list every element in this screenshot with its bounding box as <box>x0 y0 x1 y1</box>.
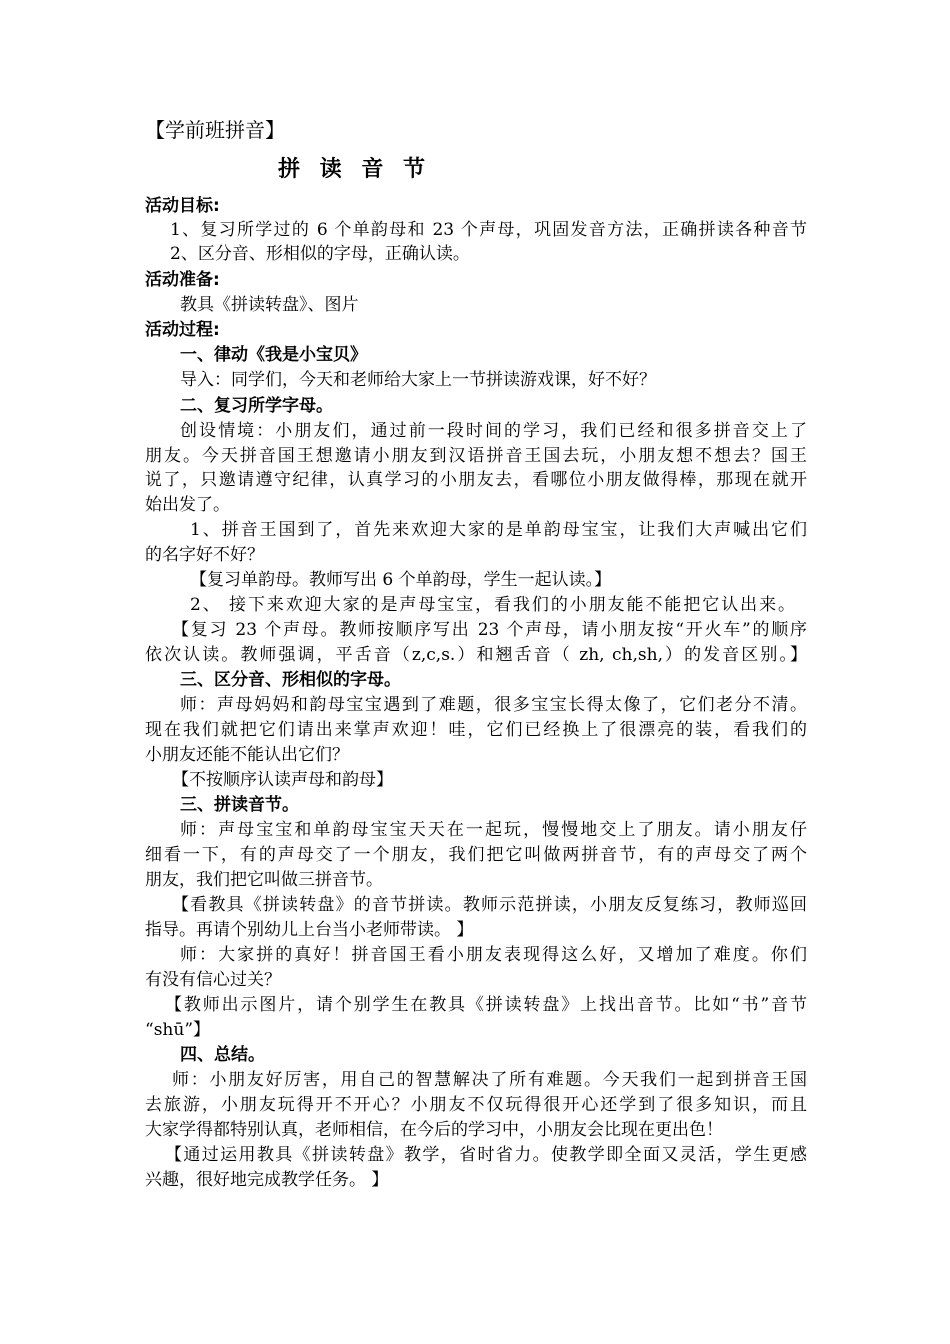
section-4-para-1-line: 细看一下，有的声母交了一个朋友，我们把它叫做两拼音节，有的声母交了两个 <box>145 845 807 865</box>
section-2-note-1: 【复习单韵母。教师写出 6 个单韵母，学生一起认读。】 <box>190 570 612 590</box>
section-4-note-1-line: 指导。再请个别幼儿上台当小老师带读。 】 <box>145 920 474 940</box>
section-4-note-1-line: 【看教具《拼读转盘》的音节拼读。教师示范拼读，小朋友反复练习，教师巡回 <box>172 895 807 915</box>
section-2-para-2-line: 的名字好不好？ <box>145 545 264 565</box>
doc-tag: 【学前班拼音】 <box>145 118 285 142</box>
section-4-para-1-line: 朋友，我们把它叫做三拼音节。 <box>145 870 383 890</box>
section-4-para-1-line: 师：声母宝宝和单韵母宝宝天天在一起玩，慢慢地交上了朋友。请小朋友仔 <box>180 820 807 840</box>
section-3-para-line: 小朋友还能不能认出它们？ <box>145 745 349 765</box>
section-1-intro: 导入：同学们，今天和老师给大家上一节拼读游戏课，好不好？ <box>180 370 656 390</box>
section-4-note-2-line: 【教师出示图片，请个别学生在教具《拼读转盘》上找出音节。比如“书”音节 <box>165 995 807 1015</box>
section-4-title: 三、拼读音节。 <box>180 795 299 815</box>
goal-heading: 活动目标: <box>145 196 220 216</box>
section-2-para-1-line: 朋友。今天拼音国王想邀请小朋友到汉语拼音王国去玩，小朋友想不想去？国王 <box>145 446 807 466</box>
section-4-note-2-line: “shū”】 <box>145 1020 211 1040</box>
section-5-para-line: 去旅游，小朋友玩得开不开心？小朋友不仅玩得很开心还学到了很多知识，而且 <box>145 1095 807 1115</box>
section-2-para-1-line: 说了，只邀请遵守纪律，认真学习的小朋友去，看哪位小朋友做得棒，那现在就开 <box>145 470 807 490</box>
section-5-para-line: 师：小朋友好厉害，用自己的智慧解决了所有难题。今天我们一起到拼音王国 <box>172 1070 807 1090</box>
prep-heading: 活动准备: <box>145 270 220 290</box>
section-4-para-2-line: 师：大家拼的真好！拼音国王看小朋友表现得这么好，又增加了难度。你们 <box>180 945 807 965</box>
section-2-para-2-line: 1、拼音王国到了，首先来欢迎大家的是单韵母宝宝，让我们大声喊出它们 <box>190 520 807 540</box>
section-1-title: 一、律动《我是小宝贝》 <box>180 345 367 365</box>
section-5-title: 四、总结。 <box>180 1045 265 1065</box>
section-5-note-line: 【通过运用教具《拼读转盘》教学，省时省力。使教学即全面又灵活，学生更感 <box>165 1145 807 1165</box>
section-3-note: 【不按顺序认读声母和韵母】 <box>172 770 393 790</box>
section-2-para-3: 2、 接下来欢迎大家的是声母宝宝，看我们的小朋友能不能把它认出来。 <box>190 595 795 615</box>
section-3-para-line: 现在我们就把它们请出来掌声欢迎！哇，它们已经换上了很漂亮的装，看我们的 <box>145 720 807 740</box>
goal-item-1: 1、复习所学过的 6 个单韵母和 23 个声母，巩固发音方法，正确拼读各种音节 <box>170 220 807 240</box>
section-2-note-2-line: 【复习 23 个声母。教师按顺序写出 23 个声母，请小朋友按“开火车”的顺序 <box>172 620 807 640</box>
process-heading: 活动过程: <box>145 320 220 340</box>
goal-item-2: 2、区分音、形相似的字母，正确认读。 <box>170 244 470 264</box>
section-3-title: 三、区分音、形相似的字母。 <box>180 670 401 690</box>
section-2-note-2-line: 依次认读。教师强调，平舌音（z,c,s.）和翘舌音（ zh, ch,sh,）的发音区别。】 <box>145 645 807 665</box>
section-4-para-2-line: 有没有信心过关？ <box>145 970 281 990</box>
prep-item: 教具《拼读转盘》、图片 <box>180 295 359 315</box>
section-2-para-1-line: 创设情境：小朋友们，通过前一段时间的学习，我们已经和很多拼音交上了 <box>180 421 807 441</box>
section-2-para-1-line: 始出发了。 <box>145 495 230 515</box>
section-3-para-line: 师：声母妈妈和韵母宝宝遇到了难题，很多宝宝长得太像了，它们老分不清。 <box>180 695 807 715</box>
section-5-para-line: 大家学得都特别认真，老师相信，在今后的学习中，小朋友会比现在更出色！ <box>145 1120 723 1140</box>
section-5-note-line: 兴趣，很好地完成教学任务。 】 <box>145 1170 389 1190</box>
page-title: 拼 读 音 节 <box>278 157 431 182</box>
section-2-title: 二、复习所学字母。 <box>180 396 333 416</box>
